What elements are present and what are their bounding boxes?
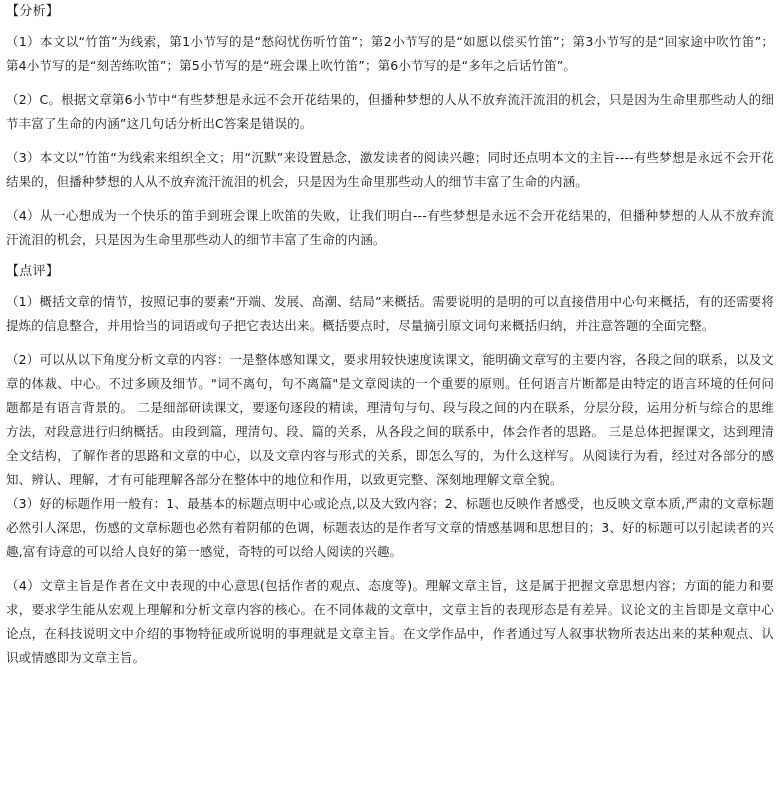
review-item-2: （2）可以从以下角度分析文章的内容：一是整体感知课文，要求用较快速度读课文，能明确文章写的主要内容，各段之间的联系，以及文章的体裁、中心。不过多顾及细节。"词不离句，句不离篇"是文章阅读的一个重要的原则。任何语言片断都是由特定的语言环境的任何问题都是有语言背景的。 二是细部研读课文，要逐句逐段的精读，理清句与句、段与段之间的内在联系，分层分段，运用分析与综合的思维方法，对段意进行归纳概括。由段到篇，理清句、段、篇的关系，从各段之间的联系中，体会作者的思路。 三是总体把握课文，达到理清全文结构，了解作者的思路和文章的中心，以及文章内容与形式的关系，即怎么写的，为什么这样写。从阅读行为看，经过对各部分的感知、辨认、理解，才有可能理解各部分在整体中的地位和作用，以致更完整、深刻地理解文章全貌。 (6, 352, 774, 487)
review-item-4: （4）文章主旨是作者在文中表现的中心意思(包括作者的观点、态度等)。理解文章主旨，这是属于把握文章思想内容；方面的能力和要求，要求学生能从宏观上理解和分析文章内容的核心。在不同体裁的文章中，文章主旨的表现形态是有差异。议论文的主旨即是文章中心论点，在科技说明文中介绍的事物特征或所说明的事理就是文章主旨。在文学作品中，作者通过写人叙事状物所表达出来的某种观点、认识或情感即为文章主旨。 (6, 578, 774, 665)
review-heading: 【点评】 (6, 264, 60, 279)
analysis-item-1: （1）本文以“竹笛”为线索，第1小节写的是“愁闷忧伤听竹笛”；第2小节写的是“如愿以偿买竹笛”；第3小节写的是“回家途中吹竹笛”；第4小节写的是“刻苦练吹笛”；第5小节写的是“班会课上吹竹笛”；第6小节写的是“多年之后话竹笛”。 (6, 34, 774, 73)
analysis-heading: 【分析】 (6, 4, 60, 19)
analysis-item-3: （3）本文以”竹笛“为线索来组织全文；用“沉默”来设置悬念，激发读者的阅读兴趣；同时还点明本文的主旨----有些梦想是永远不会开花结果的，但播种梦想的人从不放弃流汗流泪的机会，只是因为生命里那些动人的细节丰富了生命的内涵。 (6, 150, 774, 189)
review-item-3: （3）好的标题作用一般有：1、最基本的标题点明中心或论点,以及大致内容；2、标题也反映作者感受，也反映文章本质,严肃的文章标题必然引人深思，伤感的文章标题也必然有着阴郁的色调，标题表达的是作者写文章的情感基调和思想目的；3、好的标题可以引起读者的兴趣,富有诗意的可以给人良好的第一感觉，奇特的可以给人阅读的兴趣。 (6, 496, 774, 559)
analysis-item-4: （4）从一心想成为一个快乐的笛手到班会课上吹笛的失败，让我们明白---有些梦想是永远不会开花结果的，但播种梦想的人从不放弃流汗流泪的机会，只是因为生命里那些动人的细节丰富了生命的内涵。 (6, 208, 774, 247)
analysis-item-2: （2）C。根据文章第6小节中“有些梦想是永远不会开花结果的，但播种梦想的人从不放弃流汗流泪的机会，只是因为生命里那些动人的细节丰富了生命的内涵”这几句话分析出C答案是错误的。 (6, 92, 774, 131)
review-item-1: （1）概括文章的情节，按照记事的要素“开端、发展、高潮、结局”来概括。需要说明的是明的可以直接借用中心句来概括，有的还需要将提炼的信息整合，并用恰当的词语或句子把它表达出来。概括要点时，尽量摘引原文词句来概括归纳，并注意答题的全面完整。 (6, 294, 774, 333)
